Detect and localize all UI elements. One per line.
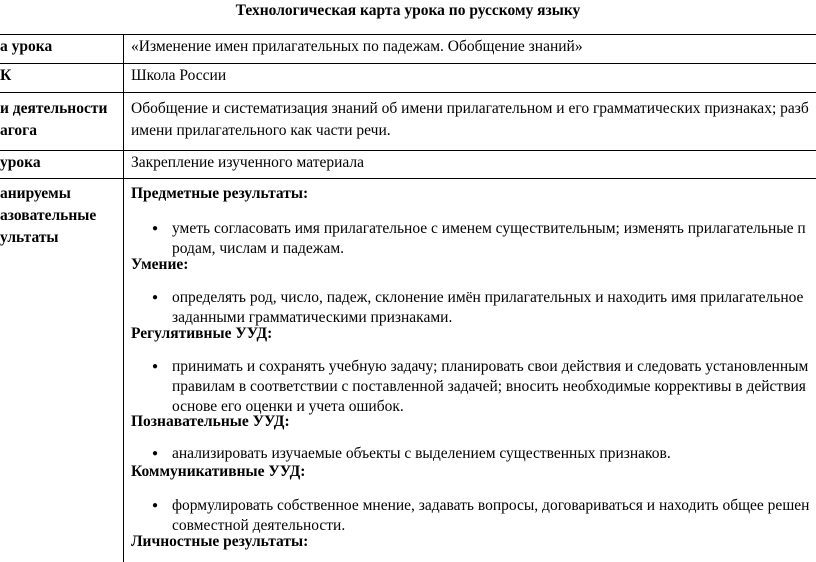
row-value-teacher-goal: Обобщение и систематизация знаний об имени прилагательном и его грамматических признаках; разб имени прилагательного как части речи. <box>131 100 809 139</box>
bullet-text: уметь согласовать имя прилагательное с именем существительным; изменять прилагательные п родам, числам и падежам. <box>172 220 806 257</box>
heading-communicative: Коммуникативные УУД: <box>131 463 306 480</box>
bullet-icon: ● <box>152 361 159 372</box>
row-label-planned-results: анируемы азовательные ультаты <box>0 185 97 246</box>
row-label-umk: К <box>0 67 12 84</box>
row-label-teacher-goal: и деятельности агога <box>0 100 108 139</box>
bullet-icon: ● <box>152 223 159 234</box>
bullet-icon: ● <box>152 500 159 511</box>
document-title: Технологическая карта урока по русскому языку <box>235 2 581 19</box>
heading-skills: Умение: <box>131 256 189 273</box>
bullet-text: принимать и сохранять учебную задачу; планировать свои действия и следовать установленным правилам в соответствии с поставленной задачей; вносить необходимые коррективы в действия основе его оценки и учета ошибок. <box>172 358 809 415</box>
bullet-text: формулировать собственное мнение, задавать вопросы, договариваться и находить общее решен совместной деятельности. <box>172 497 810 534</box>
heading-cognitive: Познавательные УУД: <box>131 413 290 430</box>
bullet-text: определять род, число, падеж, склонение имён прилагательных и находить имя прилагательное заданными грамматическими признаками. <box>172 289 804 326</box>
bullet-text: анализировать изучаемые объекты с выделением существенных признаков. <box>172 445 671 462</box>
row-label-lesson-type: урока <box>0 154 41 171</box>
row-label-topic: а урока <box>0 38 53 55</box>
heading-personal: Личностные результаты: <box>131 533 309 550</box>
row-value-topic: «Изменение имен прилагательных по падежам. Обобщение знаний» <box>131 38 583 55</box>
row-value-umk: Школа России <box>131 67 227 84</box>
bullet-icon: ● <box>152 292 159 303</box>
heading-regulatory: Регулятивные УУД: <box>131 325 273 342</box>
bullet-icon: ● <box>152 448 159 459</box>
column-divider <box>123 34 124 562</box>
row-value-lesson-type: Закрепление изученного материала <box>131 154 365 171</box>
heading-subject-results: Предметные результаты: <box>131 185 309 202</box>
